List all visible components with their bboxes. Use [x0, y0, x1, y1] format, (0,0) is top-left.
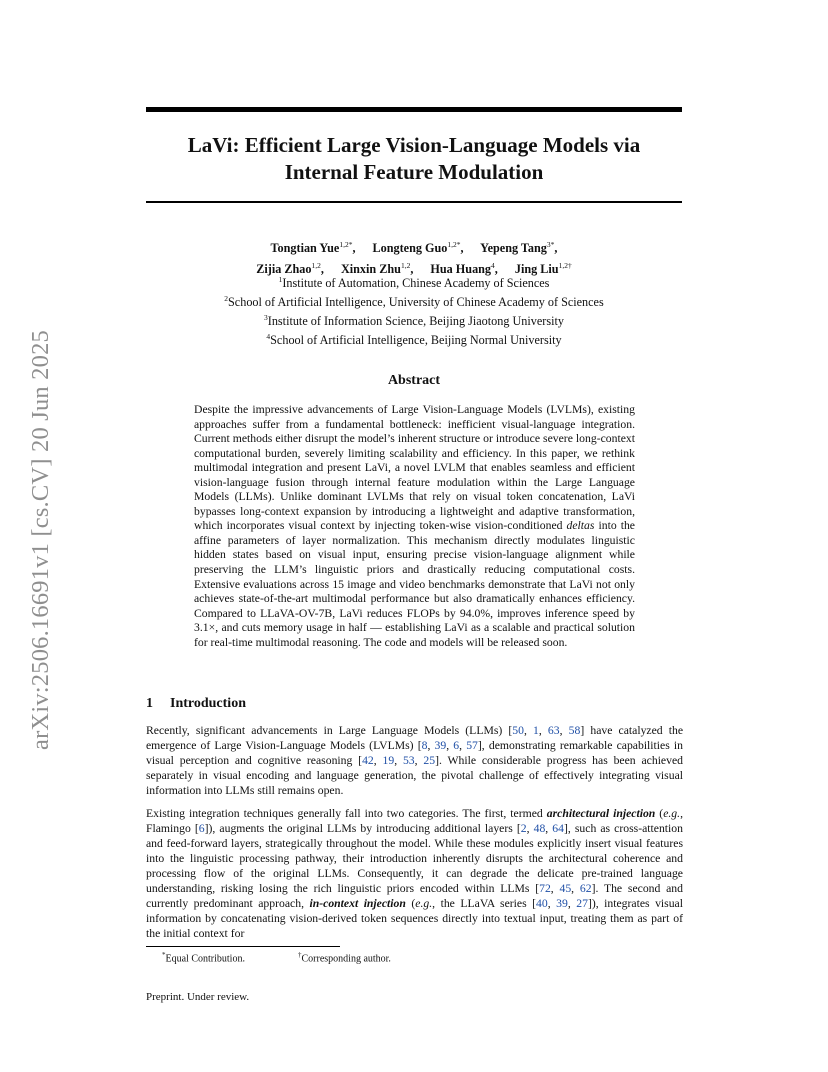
- intro-paragraph-1: Recently, significant advancements in Large Language Models (LLMs) [50, 1, 63, 58] have catalyzed the emergence of Large Vision-Language Models (LVLMs) [8, 39, 6, 57], demonstrating remarkable capabilities in visual perception and cognitive reasoning [42, 19, 53, 25]. While considerable progress has been achieved separately in visual encoding and language generation, the pivotal challenge of effectively integrating visual information into LLMs still remains open.: [146, 724, 684, 797]
- citation-link[interactable]: 39: [434, 739, 447, 752]
- footnote-corresponding-author: †Corresponding author.: [298, 951, 391, 965]
- intro-paragraph-2: Existing integration techniques generally fall into two categories. The first, termed architectural injection (e.g., Flamingo [6]), augments the original LLMs by introducing additional layers [2, 48, 64], such as cross-attention and feed-forward layers, strategically throughout the model. While these modules explicitly insert visual features into the linguistic processing pathway, their introduction inherently disrupts the architectural coherence and processing flow of the original LLMs. Consequently, it can degrade the delicate pre-trained language understanding, risking losing the rich linguistic priors encoded within LLMs [72, 45, 62]. The second and currently predominant approach, in-context injection (e.g., the LLaVA series [40, 39, 27]), integrates visual information by concatenating vision-derived token sequences directly into textual input, treating them as part of the initial context for: [146, 807, 683, 940]
- title-top-rule: [146, 107, 682, 112]
- citation-link[interactable]: 8: [421, 739, 428, 752]
- section-title: Introduction: [170, 696, 246, 711]
- abstract-heading: Abstract: [387, 373, 441, 388]
- author-name: Jing Liu: [514, 262, 559, 277]
- author-affil-mark: 1,2†: [558, 261, 572, 271]
- footnote-equal-contribution: *Equal Contribution.: [162, 951, 245, 965]
- emphasis-deltas: deltas: [566, 519, 595, 533]
- citation-link[interactable]: 57: [466, 739, 478, 752]
- affiliation-list: [146, 272, 682, 348]
- author-affil-mark: 1,2*: [339, 240, 353, 249]
- term-architectural-injection: architectural injection: [546, 807, 656, 820]
- citation-link[interactable]: 40: [536, 897, 548, 910]
- affiliation-item: $^4$School of Artificial Intelligence, Beijing Normal University: [266, 332, 562, 348]
- citation-link[interactable]: 48: [533, 822, 546, 835]
- citation-link[interactable]: 25: [423, 754, 436, 767]
- author-affil-mark: 1,2: [311, 261, 321, 271]
- citation-link[interactable]: 27: [576, 897, 588, 910]
- title-bottom-rule: [146, 201, 682, 203]
- citation-link[interactable]: 50: [512, 724, 524, 737]
- citation-link[interactable]: 58: [568, 724, 581, 737]
- preprint-footer: Preprint. Under review.: [146, 991, 250, 1003]
- author-affil-mark: 4: [491, 261, 495, 271]
- author-line-2: Zijia Zhao$^{1,2}$, Xinxin Zhu$^{1,2}$, Hua Huang$^4$, Jing Liu$^{1,2\dagger}$: [256, 261, 572, 277]
- author-name: Yepeng Tang: [480, 241, 547, 256]
- citation-link[interactable]: 53: [402, 754, 415, 767]
- title-line-2: Internal Feature Modulation: [284, 160, 544, 184]
- abstract-body: Despite the impressive advancements of Large Vision-Language Models (LVLMs), existing approaches suffer from a fundamental bottleneck: inefficient visual-language integration. Current methods either disrupt the model’s inherent structure or introduce severe long-context computational burden, severely limiting scalability and efficiency. In this paper, we rethink multimodal integration and present LaVi, a novel LVLM that enables seamless and efficient vision-language fusion through internal feature modulation within the Large Language Models (LLMs). Unlike dominant LVLMs that rely on visual token concatenation, LaVi bypasses long-context expansion by introducing a lightweight and adaptive transformation, which incorporates visual context by injecting token-wise vision-conditioned deltas into the affine parameters of layer normalization. This mechanism directly modulates linguistic hidden states based on visual input, ensuring precise vision-language alignment while preserving the LLM’s linguistic priors and drastically reducing computational costs. Extensive evaluations across 15 image and video benchmarks demonstrate that LaVi not only achieves state-of-the-art multimodal performance but also dramatically enhances efficiency. Compared to LLaVA-OV-7B, LaVi reduces FLOPs by 94.0%, improves inference speed by 3.1×, and cuts memory usage in half — establishing LaVi as a scalable and practical solution for real-time multimodal reasoning. The code and models will be released soon.: [194, 403, 635, 649]
- citation-link[interactable]: 42: [362, 754, 374, 767]
- citation-link[interactable]: 6: [198, 822, 205, 835]
- citation-link[interactable]: 72: [539, 882, 551, 895]
- citation-link[interactable]: 1: [533, 724, 539, 737]
- author-line-1: Tongtian Yue$^{1,2*}$, Longteng Guo$^{1,2*}$, Yepeng Tang$^{3*}$,: [270, 240, 558, 256]
- term-in-context-injection: in-context injection: [309, 897, 406, 910]
- arxiv-identifier-stamp: arXiv:2506.16691v1 [cs.CV] 20 Jun 2025: [27, 330, 54, 750]
- citation-link[interactable]: 19: [382, 754, 395, 767]
- author-name: Xinxin Zhu: [340, 262, 401, 277]
- author-affil-mark: 1,2*: [447, 240, 461, 249]
- section-number: 1: [146, 696, 153, 711]
- author-name: Longteng Guo: [372, 241, 448, 256]
- author-name: Hua Huang: [430, 262, 492, 277]
- author-affil-mark: 1,2: [400, 261, 411, 271]
- affiliation-item: $^3$Institute of Information Science, Beijing Jiaotong University: [264, 313, 564, 329]
- author-name: Tongtian Yue: [270, 241, 340, 256]
- author-name: Zijia Zhao: [256, 262, 312, 277]
- affiliation-item: $^2$School of Artificial Intelligence, University of Chinese Academy of Sciences: [224, 294, 604, 310]
- citation-link[interactable]: 45: [559, 882, 572, 895]
- citation-link[interactable]: 63: [547, 724, 560, 737]
- citation-link[interactable]: 39: [556, 897, 568, 910]
- title-line-1: LaVi: Efficient Large Vision-Language Models via: [187, 133, 641, 157]
- citation-link[interactable]: 2: [520, 822, 527, 835]
- citation-link[interactable]: 6: [453, 739, 460, 752]
- footnote-rule: [146, 946, 340, 947]
- paper-title: [146, 132, 682, 186]
- citation-link[interactable]: 62: [579, 882, 592, 895]
- section-heading-introduction: [146, 696, 246, 712]
- citation-link[interactable]: 64: [552, 822, 564, 835]
- affiliation-item: $^1$Institute of Automation, Chinese Academy of Sciences: [278, 275, 550, 291]
- author-affil-mark: 3*: [546, 240, 555, 249]
